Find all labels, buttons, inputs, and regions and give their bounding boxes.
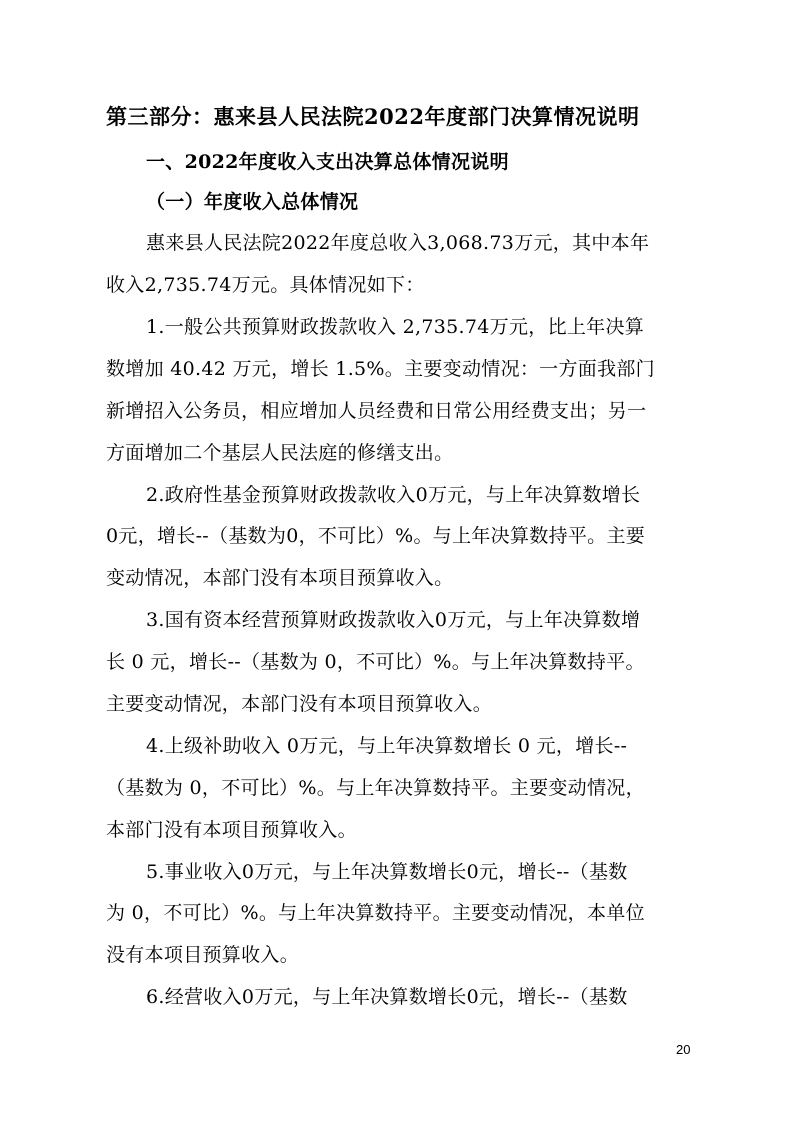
paragraph-line: 5.事业收入0万元，与上年决算数增长0元，增长--（基数 [146, 861, 628, 883]
paragraph-line: 为 0，不可比）%。与上年决算数持平。主要变动情况，本单位 [106, 902, 645, 924]
paragraph-line: 4.上级补助收入 0万元，与上年决算数增长 0 元，增长-- [146, 735, 628, 757]
paragraph-line: 6.经营收入0万元，与上年决算数增长0元，增长--（基数 [146, 986, 628, 1008]
subsection-heading: （一）年度收入总体情况 [146, 191, 359, 213]
paragraph-line: 主要变动情况，本部门没有本项目预算收入。 [106, 693, 493, 715]
paragraph-line: 收入2,735.74万元。具体情况如下： [106, 274, 425, 296]
paragraph-line: 本部门没有本项目预算收入。 [106, 819, 357, 841]
paragraph-line: 2.政府性基金预算财政拨款收入0万元，与上年决算数增长 [146, 484, 641, 506]
paragraph-line: 方面增加二个基层人民法庭的修缮支出。 [106, 442, 454, 464]
paragraph-line: 没有本项目预算收入。 [106, 944, 300, 966]
paragraph-line: 1.一般公共预算财政拨款收入 2,735.74万元，比上年决算 [146, 316, 645, 338]
page-title: 第三部分：惠来县人民法院2022年度部门决算情况说明 [106, 104, 640, 129]
paragraph-line: 长 0 元，增长--（基数为 0，不可比）%。与上年决算数持平。 [106, 651, 645, 673]
page-number: 20 [676, 1042, 691, 1057]
paragraph-line: 0元，增长--（基数为0，不可比）%。与上年决算数持平。主要 [106, 525, 646, 547]
paragraph-line: 惠来县人民法院2022年度总收入3,068.73万元，其中本年 [146, 232, 650, 254]
paragraph-line: （基数为 0，不可比）%。与上年决算数持平。主要变动情况， [106, 777, 645, 799]
paragraph-line: 数增加 40.42 万元，增长 1.5%。主要变动情况：一方面我部门 [106, 358, 655, 380]
paragraph-line: 3.国有资本经营预算财政拨款收入0万元，与上年决算数增 [146, 609, 641, 631]
paragraph-line: 变动情况，本部门没有本项目预算收入。 [106, 567, 454, 589]
section-heading: 一、2022年度收入支出决算总体情况说明 [146, 151, 509, 173]
paragraph-line: 新增招入公务员，相应增加人员经费和日常公用经费支出；另一 [106, 400, 647, 422]
